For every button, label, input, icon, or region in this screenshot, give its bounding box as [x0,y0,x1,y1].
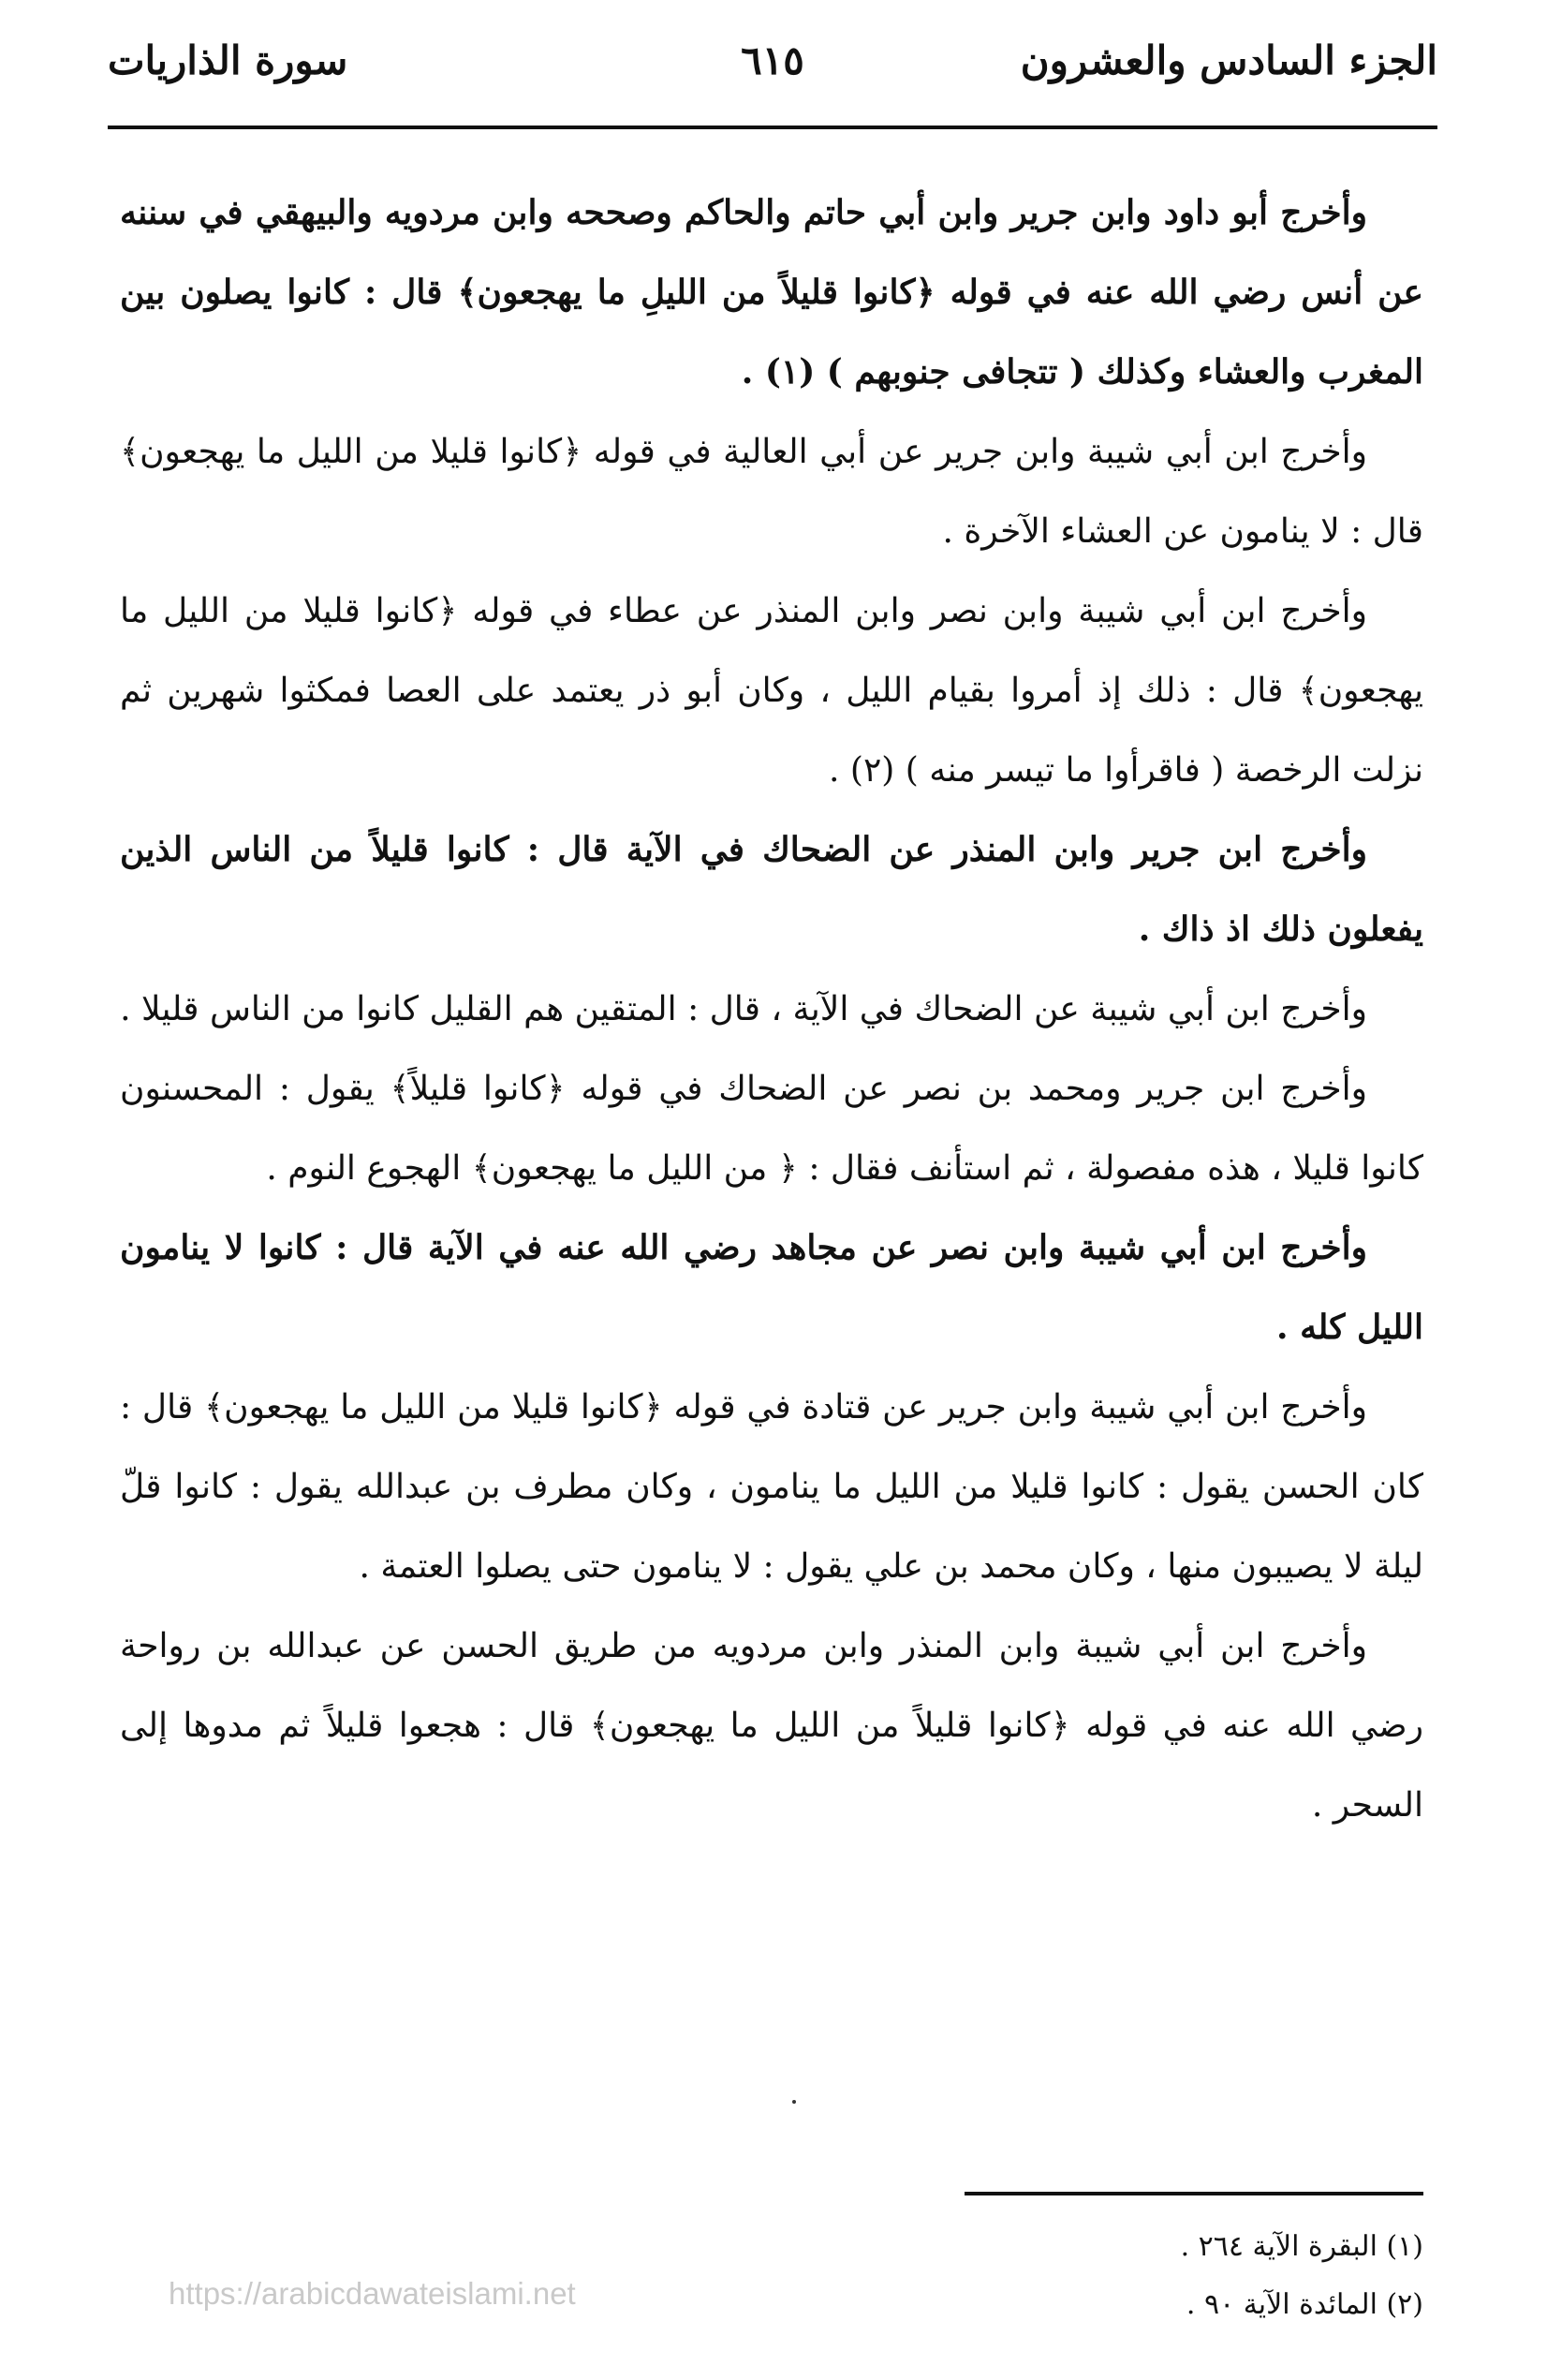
paragraph-4: وأخرج ابن جرير وابن المنذر عن الضحاك في الآية قال : كانوا قليلاً من الناس الذين يفعلون ذلك اذ ذاك . [120,830,1423,949]
surah-title: سورة الذاريات [108,37,348,83]
part-title: الجزء السادس والعشرون [1020,37,1437,83]
stray-dot [792,2100,796,2104]
main-text [120,173,1423,1845]
footnote-2: (٢) المائدة الآية ٩٠ . [1186,2288,1423,2321]
paragraph-5: وأخرج ابن أبي شيبة عن الضحاك في الآية ، قال : المتقين هم القليل كانوا من الناس قليلا . [120,990,1367,1028]
header-rule [108,126,1437,129]
footnote-rule [965,2192,1423,2195]
page-header [108,37,1437,94]
footnotes [936,2218,1423,2334]
watermark-url: https://arabicdawateislami.net [169,2276,576,2311]
paragraph-8: وأخرج ابن أبي شيبة وابن جرير عن قتادة في قوله ﴿كانوا قليلا من الليل ما يهجعون﴾ قال : كان الحسن يقول : كانوا قليلا من الليل ما ينامون ، وكان مطرف بن عبدالله يقول : كانوا قلّ ليلة لا يصيبون منها ، وكان محمد بن علي يقول : لا ينامون حتى يصلوا العتمة . [120,1388,1423,1586]
paragraph-9: وأخرج ابن أبي شيبة وابن المنذر وابن مردويه من طريق الحسن عن عبدالله بن رواحة رضي الله عنه في قوله ﴿كانوا قليلاً من الليل ما يهجعون﴾ قال : هجعوا قليلاً ثم مدوها إلى السحر . [120,1627,1423,1825]
footnote-1: (١) البقرة الآية ٢٦٤ . [1180,2230,1423,2263]
paragraph-6: وأخرج ابن جرير ومحمد بن نصر عن الضحاك في قوله ﴿كانوا قليلاً﴾ يقول : المحسنون كانوا قليلا ، هذه مفصولة ، ثم استأنف فقال : ﴿ من الليل ما يهجعون﴾ الهجوع النوم . [120,1070,1423,1188]
paragraph-7: وأخرج ابن أبي شيبة وابن نصر عن مجاهد رضي الله عنه في الآية قال : كانوا لا ينامون الليل كله . [120,1228,1423,1347]
paragraph-2: وأخرج ابن أبي شيبة وابن جرير عن أبي العالية في قوله ﴿كانوا قليلا من الليل ما يهجعون﴾ قال : لا ينامون عن العشاء الآخرة . [120,433,1423,551]
page-number: ٦١٥ [741,37,804,83]
paragraph-1: وأخرج أبو داود وابن جرير وابن أبي حاتم والحاكم وصححه وابن مردويه والبيهقي في سننه عن أنس رضي الله عنه في قوله ﴿كانوا قليلاً من الليلِ ما يهجعون﴾ قال : كانوا يصلون بين المغرب والعشاء وكذلك ( تتجافى جنوبهم ) (١) . [120,193,1423,392]
paragraph-3: وأخرج ابن أبي شيبة وابن نصر وابن المنذر عن عطاء في قوله ﴿كانوا قليلا من الليل ما يهجعون﴾ قال : ذلك إذ أمروا بقيام الليل ، وكان أبو ذر يعتمد على العصا فمكثوا شهرين ثم نزلت الرخصة ( فاقرأوا ما تيسر منه ) (٢) . [120,592,1424,790]
